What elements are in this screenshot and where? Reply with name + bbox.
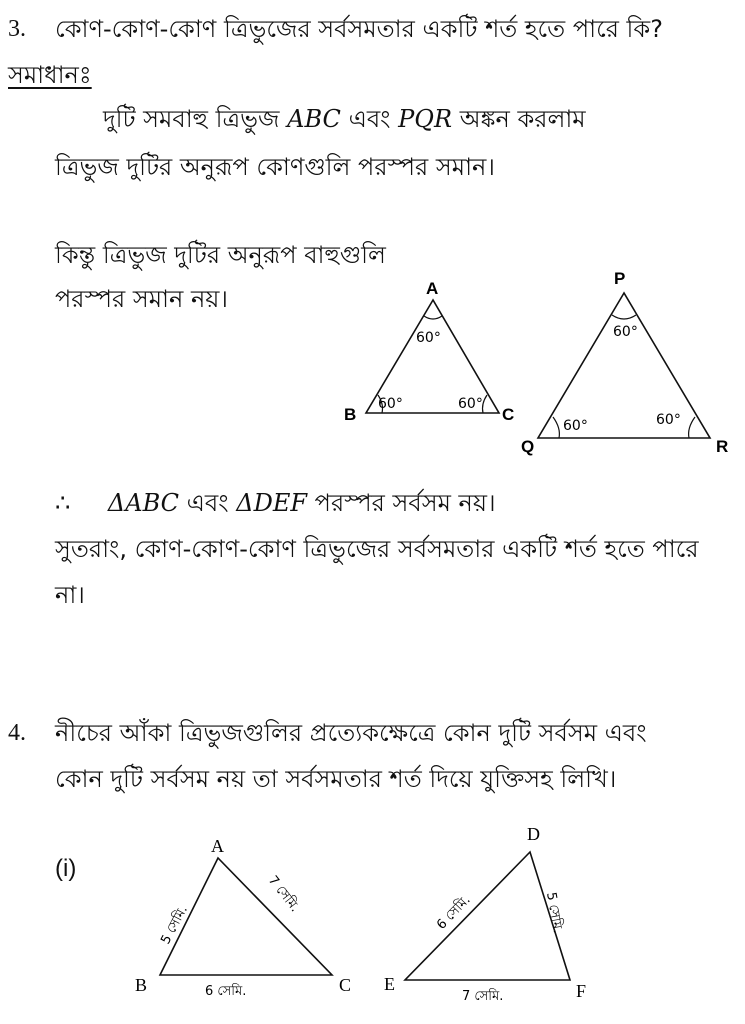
q4-vertex-label-f: F	[576, 981, 587, 1001]
angle-label-c: 60°	[458, 396, 483, 412]
conclusion-triangle-2: ΔDEF	[236, 489, 308, 517]
triangle-abc-name: ABC	[287, 105, 341, 133]
question-4-line-2: কোন দুটি সর্বসম নয় তা সর্বসমতার শর্ত দিয়ে যুক্তিসহ লিখি।	[55, 765, 617, 793]
vertex-label-c: C	[502, 405, 515, 424]
q4-vertex-label-e: E	[384, 974, 395, 994]
q4-side-label-df: 5 সেমি.	[543, 891, 566, 935]
question-3-text: কোণ-কোণ-কোণ ত্রিভুজের সর্বসমতার একটি শর্ত হতে পারে কি?	[55, 15, 663, 43]
solution-heading: সমাধানঃ	[8, 61, 92, 89]
question-3-number: 3.	[8, 16, 26, 42]
q4-side-label-ac: 7 সেমি.	[264, 873, 303, 916]
solution-line-1-mid: এবং	[348, 105, 391, 133]
conclusion-line-2: সুতরাং, কোণ-কোণ-কোণ ত্রিভুজের সর্বসমতার একটি শর্ত হতে পারে	[55, 535, 699, 563]
figure-q4-triangle-def	[384, 824, 586, 1004]
solution-line-1-post: অঙ্কন করলাম	[459, 105, 586, 133]
vertex-label-b: B	[344, 405, 357, 424]
solution-line-1-pre: দুটি সমবাহু ত্রিভুজ	[103, 105, 280, 133]
vertex-label-r: R	[716, 437, 729, 456]
question-4-part-label: (i)	[55, 855, 77, 882]
therefore-symbol: ∴	[55, 489, 71, 517]
conclusion-line-3: না।	[55, 581, 85, 609]
q4-side-label-ef: 7 সেমি.	[462, 989, 504, 1004]
question-4-line-1: নীচের আঁকা ত্রিভুজগুলির প্রত্যেকক্ষেত্রে কোন দুটি সর্বসম এবং	[55, 719, 647, 747]
figure-q4-triangle-abc	[135, 836, 351, 999]
angle-arc-q	[553, 417, 559, 438]
solution-line-3: কিন্তু ত্রিভুজ দুটির অনুরূপ বাহুগুলি	[55, 241, 386, 269]
q4-side-label-bc: 6 সেমি.	[205, 984, 247, 999]
q4-vertex-label-a: A	[211, 836, 224, 856]
angle-label-a: 60°	[416, 330, 441, 346]
q4-vertex-label-b: B	[135, 975, 148, 995]
angle-label-r: 60°	[656, 412, 681, 428]
figure-triangle-pqr	[521, 269, 728, 456]
figure-triangle-abc	[344, 279, 514, 424]
angle-arc-p	[612, 315, 636, 319]
triangle-pqr-shape	[538, 293, 710, 438]
vertex-label-q: Q	[521, 437, 535, 456]
conclusion-mid: এবং	[186, 489, 229, 517]
solution-line-4: পরস্পর সমান নয়।	[55, 285, 228, 313]
angle-label-p: 60°	[613, 324, 638, 340]
q4-triangle-def-shape	[405, 852, 570, 980]
vertex-label-p: P	[614, 269, 626, 288]
conclusion-post: পরস্পর সর্বসম নয়।	[314, 489, 496, 517]
q4-side-label-ab: 5 সেমি.	[158, 903, 191, 947]
conclusion-triangle-1: ΔABC	[107, 489, 180, 517]
angle-arc-a	[424, 316, 442, 319]
angle-label-q: 60°	[563, 418, 588, 434]
question-4-number: 4.	[8, 720, 26, 746]
angle-label-b: 60°	[378, 396, 403, 412]
vertex-label-a: A	[426, 279, 439, 298]
q4-vertex-label-d: D	[527, 824, 540, 844]
angle-arc-c	[483, 395, 488, 413]
triangle-pqr-name: PQR	[398, 105, 453, 133]
angle-arc-r	[689, 417, 695, 438]
q4-vertex-label-c: C	[339, 975, 352, 995]
q4-side-label-de: 6 সেমি.	[434, 892, 474, 933]
solution-line-2: ত্রিভুজ দুটির অনুরূপ কোণগুলি পরস্পর সমান।	[55, 153, 495, 181]
